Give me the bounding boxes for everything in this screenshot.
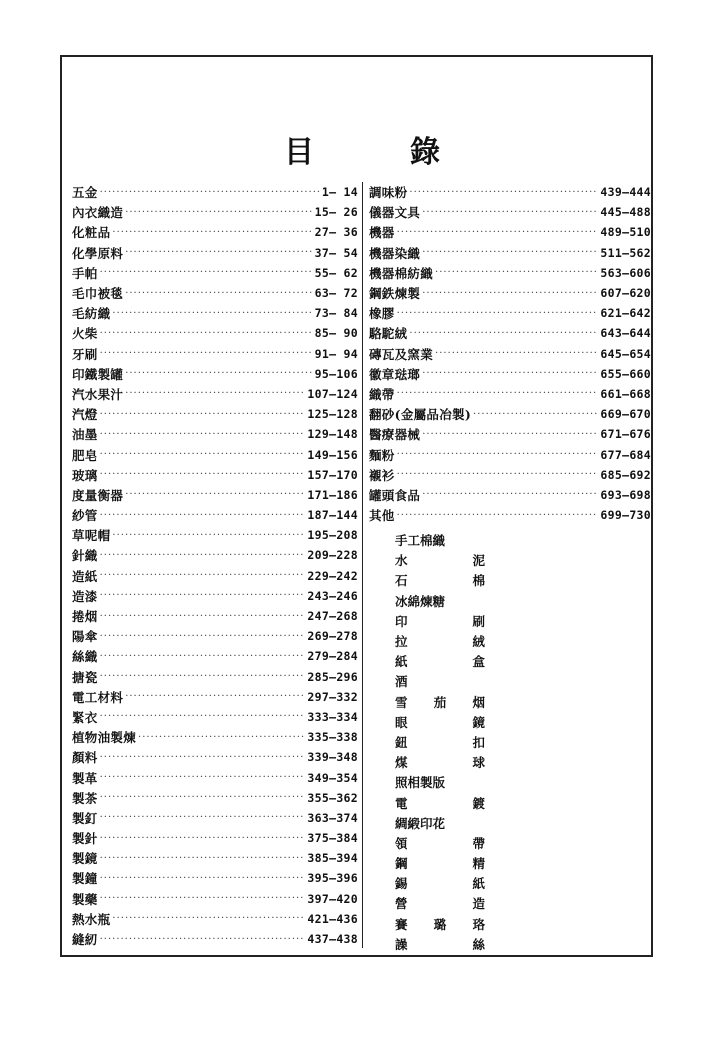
page-range: 269—278 (307, 629, 358, 644)
page-range: 669—670 (600, 407, 651, 422)
toc-entry (72, 424, 358, 444)
leader-dots (100, 550, 306, 561)
toc-entry (72, 687, 358, 707)
other-subitem: 煤 球 (395, 755, 485, 771)
toc-entry (72, 344, 358, 364)
toc-entry (72, 828, 358, 848)
other-subitem: 電 鍍 (395, 795, 485, 811)
other-subitem: 領 帶 (395, 835, 485, 851)
page-range: 397—420 (307, 891, 358, 906)
other-subitem: 雪 茄 烟 (395, 694, 485, 710)
toc-entry (72, 667, 358, 687)
leader-dots (100, 853, 306, 864)
toc-entry (72, 465, 358, 485)
toc-entry (369, 424, 651, 444)
toc-entry (72, 808, 358, 828)
other-subitem: 鈕 扣 (395, 734, 485, 750)
toc-entry (72, 646, 358, 666)
other-subitem: 紙 盒 (395, 654, 485, 670)
toc-entry (72, 263, 358, 283)
leader-dots (397, 449, 599, 460)
leader-dots (112, 227, 312, 238)
entry-name: 緊衣 (72, 709, 98, 725)
leader-dots (100, 934, 306, 945)
toc-entry (72, 707, 358, 727)
page-range: 489—510 (600, 225, 651, 240)
entry-name: 草呢帽 (72, 528, 111, 544)
page-range: 339—348 (307, 750, 358, 765)
page-range: 671—676 (600, 427, 651, 442)
page-range: 1— 14 (321, 185, 358, 200)
toc-entry (72, 485, 358, 505)
other-subitem: 鋼 精 (395, 856, 485, 872)
entry-name: 其他 (369, 508, 395, 524)
entry-name: 五金 (72, 185, 98, 201)
toc-entry (72, 243, 358, 263)
page-range: 375—384 (307, 831, 358, 846)
toc-entry (72, 364, 358, 384)
column-divider (362, 182, 363, 948)
other-subitems (395, 530, 485, 954)
toc-entry (72, 444, 358, 464)
entry-name: 駱駝絨 (369, 326, 408, 342)
page-range: 209—228 (307, 548, 358, 563)
other-subitem: 水 泥 (395, 553, 485, 569)
leader-dots (100, 651, 306, 662)
entry-name: 絲織 (72, 649, 98, 665)
page-range: 385—394 (307, 851, 358, 866)
toc-entry (369, 505, 651, 525)
entry-name: 印鐵製罐 (72, 366, 124, 382)
entry-name: 手帕 (72, 265, 98, 281)
page-range: 85— 90 (314, 326, 358, 341)
toc-entry (369, 485, 651, 505)
toc-entry (72, 747, 358, 767)
page-range: 363—374 (307, 810, 358, 825)
entry-name: 毛巾被毯 (72, 286, 124, 302)
toc-entry (369, 243, 651, 263)
toc-entry (369, 465, 651, 485)
page-range: 421—436 (307, 911, 358, 926)
leader-dots (422, 429, 598, 440)
entry-name: 陽傘 (72, 629, 98, 645)
toc-entry (369, 263, 651, 283)
entry-name: 製針 (72, 831, 98, 847)
page-range: 699—730 (600, 508, 651, 523)
leader-dots (100, 812, 306, 823)
leader-dots (125, 207, 312, 218)
entry-name: 製鏡 (72, 851, 98, 867)
toc-entry (72, 586, 358, 606)
entry-name: 內衣織造 (72, 205, 124, 221)
other-subitem: 營 造 (395, 896, 485, 912)
toc-entry (72, 222, 358, 242)
entry-name: 捲烟 (72, 609, 98, 625)
toc-entry (369, 444, 651, 464)
page-range: 95—106 (314, 366, 358, 381)
toc-entry (369, 364, 651, 384)
page-range: 437—438 (307, 932, 358, 947)
entry-name: 植物油製煉 (72, 730, 137, 746)
other-subitem: 冰綿煉糖 (395, 593, 446, 609)
toc-entry (72, 889, 358, 909)
toc-entry (72, 727, 358, 747)
page-range: 285—296 (307, 669, 358, 684)
leader-dots (100, 873, 306, 884)
document-page (60, 55, 653, 957)
leader-dots (125, 489, 305, 500)
leader-dots (100, 449, 306, 460)
leader-dots (100, 328, 313, 339)
entry-name: 製藥 (72, 891, 98, 907)
toc-entry (72, 868, 358, 888)
entry-name: 火柴 (72, 326, 98, 342)
page-range: 279—284 (307, 649, 358, 664)
entry-name: 鋼鉄煉製 (369, 286, 421, 302)
leader-dots (100, 752, 306, 763)
leader-dots (100, 348, 313, 359)
leader-dots (100, 671, 306, 682)
page-range: 243—246 (307, 588, 358, 603)
toc-entry (72, 606, 358, 626)
other-subitem: 綢緞印花 (395, 815, 446, 831)
toc-entry (72, 848, 358, 868)
entry-name: 顏料 (72, 750, 98, 766)
entry-name: 醫療器械 (369, 427, 421, 443)
leader-dots (138, 732, 305, 743)
entry-name: 儀器文具 (369, 205, 421, 221)
entry-name: 機器 (369, 225, 395, 241)
page-range: 157—170 (307, 467, 358, 482)
toc-entry (72, 182, 358, 202)
entry-name: 橡膠 (369, 306, 395, 322)
toc-entry (369, 404, 651, 424)
entry-name: 縫紉 (72, 932, 98, 948)
toc-entry (369, 323, 651, 343)
toc-entry (369, 344, 651, 364)
leader-dots (100, 711, 306, 722)
other-subitem: 酒 (395, 674, 408, 690)
entry-name: 毛紡織 (72, 306, 111, 322)
toc-entry (72, 626, 358, 646)
page-range: 63— 72 (314, 286, 358, 301)
toc-entry (369, 283, 651, 303)
toc-entry (72, 303, 358, 323)
leader-dots (100, 469, 306, 480)
leader-dots (397, 227, 599, 238)
toc-entry (369, 303, 651, 323)
page-range: 73— 84 (314, 306, 358, 321)
entry-name: 製茶 (72, 790, 98, 806)
entry-name: 磚瓦及窯業 (369, 346, 434, 362)
leader-dots (125, 388, 305, 399)
page-range: 129—148 (307, 427, 358, 442)
leader-dots (100, 409, 306, 420)
leader-dots (397, 308, 599, 319)
page-range: 333—334 (307, 709, 358, 724)
entry-name: 肥皂 (72, 447, 98, 463)
page-range: 643—644 (600, 326, 651, 341)
leader-dots (100, 631, 306, 642)
leader-dots (435, 267, 598, 278)
page-range: 661—668 (600, 386, 651, 401)
leader-dots (100, 772, 306, 783)
toc-left-column (72, 182, 358, 949)
page-range: 439—444 (600, 185, 651, 200)
leader-dots (435, 348, 598, 359)
entry-name: 製釘 (72, 810, 98, 826)
page-range: 349—354 (307, 770, 358, 785)
page-range: 149—156 (307, 447, 358, 462)
entry-name: 製鐘 (72, 871, 98, 887)
leader-dots (422, 288, 598, 299)
title-char-2: 錄 (410, 135, 440, 170)
toc-entry (72, 283, 358, 303)
leader-dots (100, 267, 313, 278)
entry-name: 罐頭食品 (369, 487, 421, 503)
leader-dots (397, 510, 599, 521)
other-subitem: 拉 絨 (395, 634, 485, 650)
leader-dots (473, 409, 598, 420)
page-range: 563—606 (600, 265, 651, 280)
leader-dots (422, 489, 598, 500)
leader-dots (100, 611, 306, 622)
leader-dots (422, 247, 598, 258)
toc-entry (72, 767, 358, 787)
other-subitem: 錫 紙 (395, 876, 485, 892)
page-range: 27— 36 (314, 225, 358, 240)
leader-dots (409, 187, 598, 198)
leader-dots (100, 792, 306, 803)
entry-name: 化粧品 (72, 225, 111, 241)
toc-entry (72, 566, 358, 586)
other-subitem: 賽 璐 珞 (395, 916, 485, 932)
leader-dots (125, 247, 312, 258)
entry-name: 機器棉紡織 (369, 265, 434, 281)
entry-name: 製革 (72, 770, 98, 786)
page-range: 355—362 (307, 790, 358, 805)
page-range: 37— 54 (314, 245, 358, 260)
entry-name: 汽燈 (72, 407, 98, 423)
page-range: 335—338 (307, 730, 358, 745)
entry-name: 調味粉 (369, 185, 408, 201)
toc-entry (72, 202, 358, 222)
other-subitem: 譟 絲 (395, 936, 485, 952)
entry-name: 麵粉 (369, 447, 395, 463)
page-range: 445—488 (600, 205, 651, 220)
page-range: 645—654 (600, 346, 651, 361)
toc-entry (72, 525, 358, 545)
leader-dots (100, 510, 306, 521)
leader-dots (100, 429, 306, 440)
page-range: 693—698 (600, 487, 651, 502)
page-range: 677—684 (600, 447, 651, 462)
leader-dots (409, 328, 598, 339)
entry-name: 徽章琺瑯 (369, 366, 421, 382)
page-range: 125—128 (307, 407, 358, 422)
entry-name: 牙刷 (72, 346, 98, 362)
page-range: 91— 94 (314, 346, 358, 361)
leader-dots (100, 590, 306, 601)
entry-name: 熱水瓶 (72, 911, 111, 927)
page-range: 107—124 (307, 386, 358, 401)
toc-entry (369, 202, 651, 222)
page-range: 395—396 (307, 871, 358, 886)
page-range: 621—642 (600, 306, 651, 321)
toc-entry (72, 323, 358, 343)
entry-name: 機器染織 (369, 245, 421, 261)
page-range: 187—144 (307, 508, 358, 523)
toc-entry (72, 384, 358, 404)
leader-dots (125, 368, 312, 379)
entry-name: 造紙 (72, 568, 98, 584)
leader-dots (397, 388, 599, 399)
toc-entry (72, 929, 358, 949)
page-range: 655—660 (600, 366, 651, 381)
toc-entry (72, 404, 358, 424)
entry-name: 造漆 (72, 588, 98, 604)
leader-dots (112, 530, 305, 541)
page-range: 171—186 (307, 487, 358, 502)
leader-dots (100, 833, 306, 844)
other-subitem: 印 刷 (395, 613, 485, 629)
toc-entry (72, 788, 358, 808)
entry-name: 紗管 (72, 508, 98, 524)
page-title (62, 127, 651, 170)
entry-name: 玻璃 (72, 467, 98, 483)
entry-name: 織帶 (369, 386, 395, 402)
entry-name: 化學原料 (72, 245, 124, 261)
entry-name: 油墨 (72, 427, 98, 443)
toc-entry (369, 384, 651, 404)
other-subitem: 眼 鏡 (395, 714, 485, 730)
other-subitem: 石 棉 (395, 573, 485, 589)
page-range: 15— 26 (314, 205, 358, 220)
toc-entry (72, 545, 358, 565)
leader-dots (112, 308, 312, 319)
leader-dots (100, 187, 320, 198)
entry-name: 電工材料 (72, 689, 124, 705)
leader-dots (422, 207, 598, 218)
leader-dots (422, 368, 598, 379)
leader-dots (100, 893, 306, 904)
page-range: 55— 62 (314, 265, 358, 280)
toc-entry (72, 909, 358, 929)
entry-name: 度量衡器 (72, 487, 124, 503)
toc-entry (369, 182, 651, 202)
leader-dots (112, 913, 305, 924)
leader-dots (125, 288, 312, 299)
other-subitem: 手工棉織 (395, 533, 446, 549)
toc-entry (369, 222, 651, 242)
leader-dots (397, 469, 599, 480)
entry-name: 針織 (72, 548, 98, 564)
page-range: 229—242 (307, 568, 358, 583)
other-subitem: 照相製版 (395, 775, 446, 791)
toc-right-column (369, 182, 651, 525)
page-range: 511—562 (600, 245, 651, 260)
entry-name: 汽水果汁 (72, 386, 124, 402)
entry-name: 翻砂(金屬品冶製) (369, 407, 472, 423)
toc-entry (72, 505, 358, 525)
leader-dots (125, 691, 305, 702)
entry-name: 搪瓷 (72, 669, 98, 685)
page-range: 685—692 (600, 467, 651, 482)
page-range: 297—332 (307, 689, 358, 704)
page-range: 247—268 (307, 609, 358, 624)
leader-dots (100, 570, 306, 581)
entry-name: 襯衫 (369, 467, 395, 483)
page-range: 195—208 (307, 528, 358, 543)
title-char-1: 目 (284, 135, 314, 170)
page-range: 607—620 (600, 286, 651, 301)
